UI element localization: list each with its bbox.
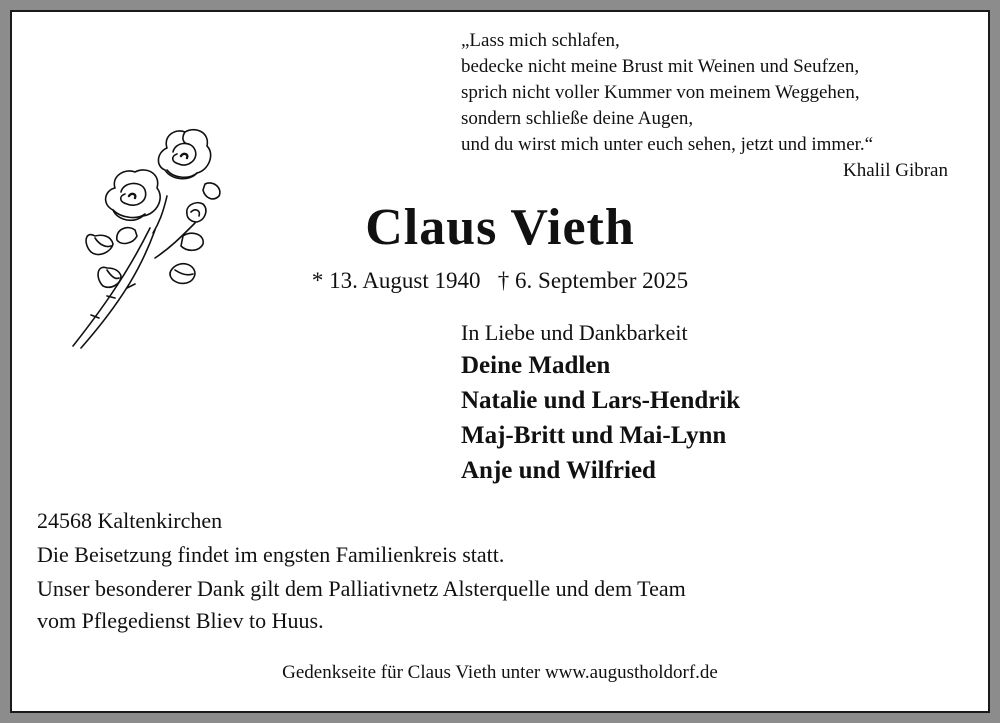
mourners-intro: In Liebe und Dankbarkeit (461, 320, 688, 345)
mourner-name: Deine Madlen (461, 352, 611, 379)
quote-line: bedecke nicht meine Brust mit Weinen und Seufzen, (461, 56, 860, 77)
mourner-name: Natalie und Lars-Hendrik (461, 387, 741, 414)
info-block (37, 505, 937, 637)
quote-block (461, 28, 956, 184)
quote-line: und du wirst mich unter euch sehen, jetzt und immer.“ (461, 134, 874, 155)
birth-date: * 13. August 1940 (311, 268, 481, 293)
location-text: 24568 Kaltenkirchen (37, 508, 223, 533)
mourner-name: Maj-Britt und Mai-Lynn (461, 422, 727, 449)
quote-line: sondern schließe deine Augen, (461, 108, 694, 129)
mourner-name: Anje und Wilfried (461, 457, 656, 484)
mourners-block (461, 318, 961, 488)
life-dates (0, 268, 1000, 294)
quote-author: Khalil Gibran (842, 160, 948, 181)
deceased-name: Claus Vieth (365, 199, 635, 256)
thanks-line: vom Pflegedienst Bliev to Huus. (37, 608, 324, 633)
memorial-page-note: Gedenkseite für Claus Vieth unter www.augustholdorf.de (282, 662, 718, 683)
thanks-line: Unser besonderer Dank gilt dem Palliativnetz Alsterquelle und dem Team (37, 576, 686, 601)
quote-line: „Lass mich schlafen, (461, 30, 620, 51)
quote-line: sprich nicht voller Kummer von meinem Weggehen, (461, 82, 860, 103)
death-date: † 6. September 2025 (497, 268, 689, 293)
funeral-note: Die Beisetzung findet im engsten Familienkreis statt. (37, 542, 505, 567)
